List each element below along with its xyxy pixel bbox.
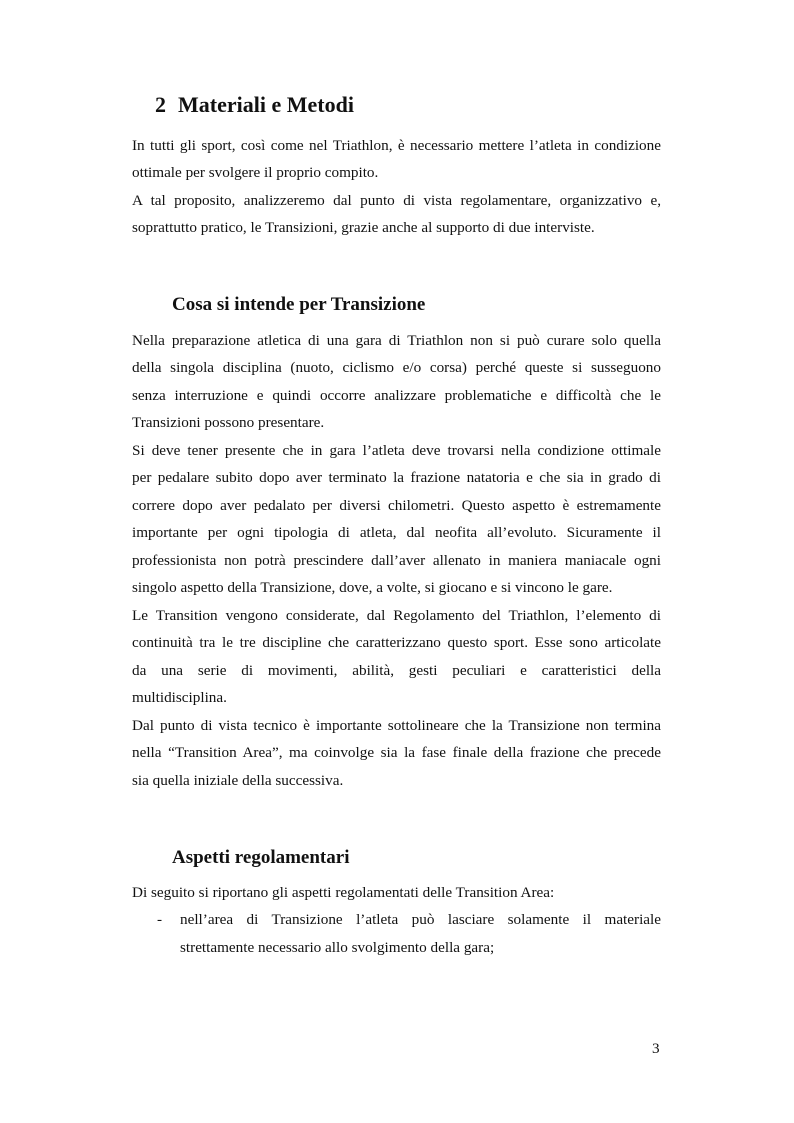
section-heading [155,92,354,118]
paragraph-line: Dal punto di vista tecnico è importante sottolineare che la Transizione non termina [132,717,661,734]
intro-line: ottimale per svolgere il proprio compito. [132,164,379,181]
intro-line: soprattutto pratico, le Transizioni, grazie anche al supporto di due interviste. [132,219,595,236]
bullet-line: nell’area di Transizione l’atleta può lasciare solamente il materiale [180,911,661,928]
paragraph-line: correre dopo aver pedalato per diversi chilometri. Questo aspetto è estremamente [132,497,661,514]
paragraph-line: nella “Transition Area”, ma coinvolge sia la fase finale della frazione che precede [132,744,661,761]
page-number: 3 [652,1040,660,1057]
bullet-line: strettamente necessario allo svolgimento della gara; [180,939,495,956]
section-title: Materiali e Metodi [178,92,354,117]
paragraph-line: per pedalare subito dopo aver terminato la frazione natatoria e che sia in grado di [132,469,661,486]
paragraph-line: Le Transition vengono considerate, dal Regolamento del Triathlon, l’elemento di [132,607,661,624]
paragraph-line: Transizioni possono presentare. [132,414,325,431]
paragraph-line: importante per ogni tipologia di atleta, dal neofita all’evoluto. Sicuramente il [132,524,661,541]
paragraph-line: Si deve tener presente che in gara l’atleta deve trovarsi nella condizione ottimale [132,442,661,459]
paragraph-line: da una serie di movimenti, abilità, gesti peculiari e caratteristici della [132,662,661,679]
paragraph-line: professionista non potrà prescindere dall’aver allenato in maniera maniacale ogni [132,552,661,569]
paragraph-line: multidisciplina. [132,689,227,706]
paragraph-line: singolo aspetto della Transizione, dove, a volte, si giocano e si vincono le gare. [132,579,613,596]
subsection-title: Aspetti regolamentari [172,847,350,868]
intro-line: In tutti gli sport, così come nel Triathlon, è necessario mettere l’atleta in condizione [132,137,661,154]
section-number: 2 [155,92,166,117]
bullet-marker: - [157,911,163,928]
paragraph-line: sia quella iniziale della successiva. [132,772,344,789]
paragraph-line: continuità tra le tre discipline che caratterizzano questo sport. Esse sono articolate [132,634,661,651]
intro-line: A tal proposito, analizzeremo dal punto di vista regolamentare, organizzativo e, [132,192,661,209]
paragraph-line: della singola disciplina (nuoto, ciclismo e/o corsa) perché queste si susseguono [132,359,661,376]
paragraph-line: Nella preparazione atletica di una gara di Triathlon non si può curare solo quella [132,332,661,349]
paragraph-line: Di seguito si riportano gli aspetti regolamentati delle Transition Area: [132,884,555,901]
paragraph-line: senza interruzione e quindi occorre analizzare problematiche e difficoltà che le [132,387,661,404]
subsection-title: Cosa si intende per Transizione [172,294,426,315]
